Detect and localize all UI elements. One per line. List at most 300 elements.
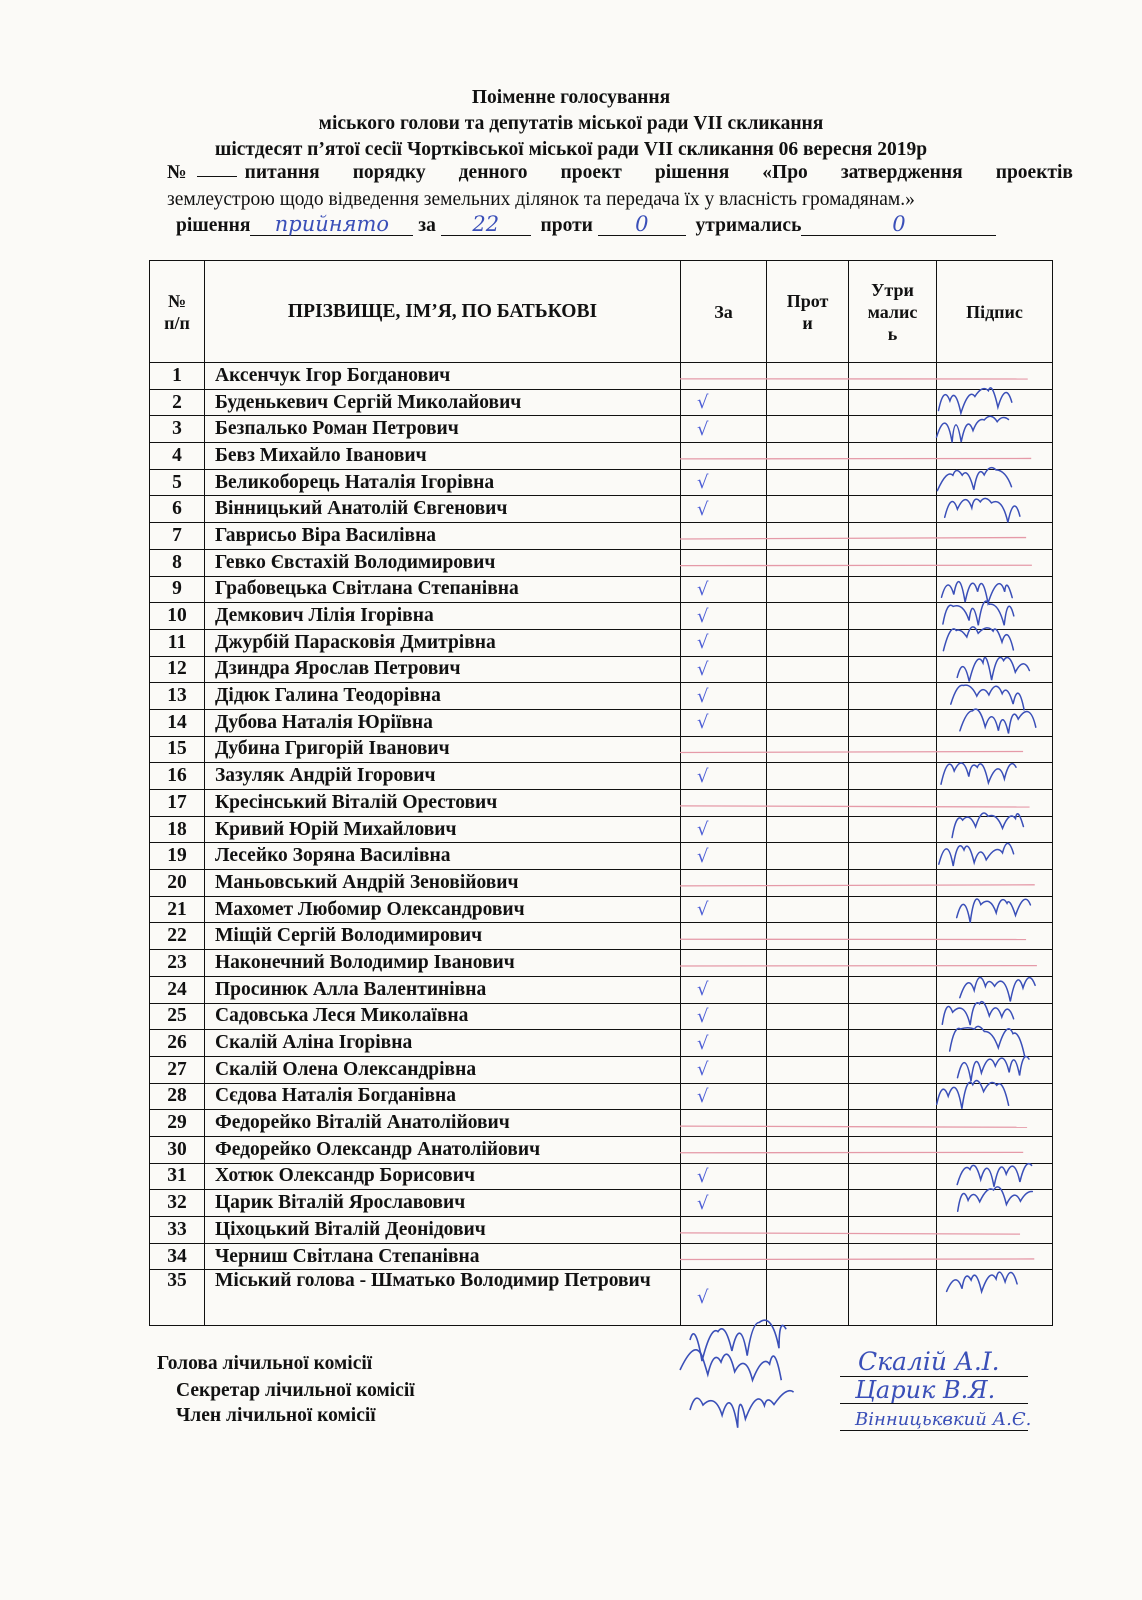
row-number: 31: [150, 1163, 205, 1190]
deputy-name: Великоборець Наталія Ігорівна: [205, 469, 681, 496]
row-number: 35: [150, 1270, 205, 1326]
against-count-handwritten: 0: [598, 213, 686, 236]
signature-cell: [937, 950, 1053, 977]
check-mark-icon: √: [697, 418, 709, 440]
vote-for-cell: [681, 629, 767, 656]
vote-for-cell: [681, 1003, 767, 1030]
col-header-abstain: Утри малис ь: [849, 261, 937, 363]
vote-abstain-cell: [849, 1056, 937, 1083]
table-row: [150, 1083, 1053, 1110]
vote-for-cell: [681, 870, 767, 897]
table-row: [150, 950, 1053, 977]
row-number: 14: [150, 709, 205, 736]
vote-for-cell: [681, 843, 767, 870]
vote-for-cell: [681, 603, 767, 630]
table-row: [150, 1136, 1053, 1163]
vote-for-cell: [681, 1030, 767, 1057]
vote-for-cell: [681, 1083, 767, 1110]
vote-abstain-cell: [849, 1217, 937, 1244]
decision-result-handwritten: прийнято: [250, 213, 413, 236]
signature-cell: [937, 1190, 1053, 1217]
vote-against-cell: [767, 950, 849, 977]
vote-against-cell: [767, 790, 849, 817]
vote-abstain-cell: [849, 1270, 937, 1326]
vote-against-cell: [767, 976, 849, 1003]
vote-abstain-cell: [849, 896, 937, 923]
vote-against-cell: [767, 1190, 849, 1217]
vote-against-cell: [767, 549, 849, 576]
row-number: 22: [150, 923, 205, 950]
vote-abstain-cell: [849, 603, 937, 630]
check-mark-icon: √: [697, 845, 709, 867]
deputy-name: Скалій Аліна Ігорівна: [205, 1030, 681, 1057]
vote-abstain-cell: [849, 496, 937, 523]
deputy-name: Черниш Світлана Степанівна: [205, 1243, 681, 1270]
deputy-name: Гевко Євстахій Володимирович: [205, 549, 681, 576]
vote-abstain-cell: [849, 683, 937, 710]
table-row: [150, 363, 1053, 390]
question-word: рішення: [654, 162, 730, 183]
vote-against-cell: [767, 576, 849, 603]
check-mark-icon: √: [697, 1287, 709, 1309]
vote-abstain-cell: [849, 816, 937, 843]
vote-against-cell: [767, 1270, 849, 1326]
col-header-against: Прот и: [767, 261, 849, 363]
vote-for-cell: [681, 1243, 767, 1270]
vote-against-cell: [767, 629, 849, 656]
table-row: [150, 790, 1053, 817]
deputy-name: Кривий Юрій Михайлович: [205, 816, 681, 843]
row-number: 5: [150, 469, 205, 496]
vote-against-cell: [767, 363, 849, 390]
row-number: 10: [150, 603, 205, 630]
question-words: [245, 162, 1073, 184]
commission-signature: [680, 1350, 781, 1380]
deputy-name: Дідюк Галина Теодорівна: [205, 683, 681, 710]
signature-cell: [937, 549, 1053, 576]
signature-cell: [937, 576, 1053, 603]
signature-cell: [937, 976, 1053, 1003]
vote-for-cell: [681, 976, 767, 1003]
table-row: [150, 629, 1053, 656]
check-mark-icon: √: [697, 1085, 709, 1107]
vote-abstain-cell: [849, 1030, 937, 1057]
deputy-name: Дубова Наталія Юріївна: [205, 709, 681, 736]
vote-for-cell: [681, 1056, 767, 1083]
table-row: [150, 523, 1053, 550]
vote-against-cell: [767, 736, 849, 763]
signature-cell: [937, 763, 1053, 790]
check-mark-icon: √: [697, 1192, 709, 1214]
vote-against-cell: [767, 763, 849, 790]
signature-cell: [937, 790, 1053, 817]
table-row: [150, 1003, 1053, 1030]
signature-cell: [937, 1083, 1053, 1110]
question-line-2: землеустрою щодо відведення земельних ділянок та передача їх у власність громадянам.»: [167, 189, 915, 210]
deputy-name: Наконечний Володимир Іванович: [205, 950, 681, 977]
vote-for-cell: [681, 549, 767, 576]
table-row: [150, 976, 1053, 1003]
vote-for-cell: [681, 496, 767, 523]
table-row: [150, 736, 1053, 763]
table-row: [150, 603, 1053, 630]
deputy-name: Гаврисьо Віра Василівна: [205, 523, 681, 550]
table-row: [150, 416, 1053, 443]
row-number: 29: [150, 1110, 205, 1137]
deputy-name: Міський голова - Шматько Володимир Петрович: [205, 1270, 681, 1326]
member-label: Член лічильної комісії: [176, 1405, 376, 1426]
col-header-signature: Підпис: [937, 261, 1053, 363]
check-mark-icon: √: [697, 765, 709, 787]
row-number: 17: [150, 790, 205, 817]
chair-label: Голова лічильної комісії: [157, 1353, 373, 1374]
vote-against-cell: [767, 896, 849, 923]
table-row: [150, 896, 1053, 923]
vote-against-cell: [767, 443, 849, 470]
row-number: 20: [150, 870, 205, 897]
signature-cell: [937, 1270, 1053, 1326]
row-number: 21: [150, 896, 205, 923]
deputy-name: Лесейко Зоряна Василівна: [205, 843, 681, 870]
vote-abstain-cell: [849, 443, 937, 470]
deputy-name: Аксенчук Ігор Богданович: [205, 363, 681, 390]
signature-cell: [937, 1056, 1053, 1083]
vote-abstain-cell: [849, 523, 937, 550]
vote-abstain-cell: [849, 576, 937, 603]
check-mark-icon: √: [697, 685, 709, 707]
check-mark-icon: √: [697, 605, 709, 627]
signature-cell: [937, 843, 1053, 870]
vote-against-cell: [767, 1243, 849, 1270]
vote-against-cell: [767, 709, 849, 736]
row-number: 1: [150, 363, 205, 390]
signature-cell: [937, 603, 1053, 630]
row-number: 25: [150, 1003, 205, 1030]
deputy-name: Буденькевич Сергій Миколайович: [205, 389, 681, 416]
signature-cell: [937, 1003, 1053, 1030]
vote-abstain-cell: [849, 1110, 937, 1137]
vote-abstain-cell: [849, 1083, 937, 1110]
vote-for-cell: [681, 1217, 767, 1244]
document-subtitle: міського голови та депутатів міської ради VII скликання: [318, 113, 824, 134]
row-number: 23: [150, 950, 205, 977]
check-mark-icon: √: [697, 979, 709, 1001]
table-row: [150, 870, 1053, 897]
deputy-name: Скалій Олена Олександрівна: [205, 1056, 681, 1083]
signature-cell: [937, 870, 1053, 897]
vote-against-cell: [767, 496, 849, 523]
signature-cell: [937, 923, 1053, 950]
row-number: 33: [150, 1217, 205, 1244]
deputy-name: Безпалько Роман Петрович: [205, 416, 681, 443]
vote-abstain-cell: [849, 950, 937, 977]
vote-for-cell: [681, 709, 767, 736]
deputy-name: Садовська Леся Миколаївна: [205, 1003, 681, 1030]
row-number: 11: [150, 629, 205, 656]
vote-against-cell: [767, 1083, 849, 1110]
row-number: 34: [150, 1243, 205, 1270]
vote-for-cell: [681, 816, 767, 843]
check-mark-icon: √: [697, 1165, 709, 1187]
check-mark-icon: √: [697, 498, 709, 520]
deputy-name: Міщій Сергій Володимирович: [205, 923, 681, 950]
row-number: 13: [150, 683, 205, 710]
check-mark-icon: √: [697, 899, 709, 921]
check-mark-icon: √: [697, 1032, 709, 1054]
deputy-name: Просинюк Алла Валентинівна: [205, 976, 681, 1003]
vote-for-cell: [681, 523, 767, 550]
vote-abstain-cell: [849, 870, 937, 897]
table-row: [150, 763, 1053, 790]
vote-for-cell: [681, 416, 767, 443]
row-number: 30: [150, 1136, 205, 1163]
question-line: [167, 162, 1073, 184]
check-mark-icon: √: [697, 1005, 709, 1027]
check-mark-icon: √: [697, 392, 709, 414]
table-row: [150, 656, 1053, 683]
vote-abstain-cell: [849, 709, 937, 736]
vote-abstain-cell: [849, 1190, 937, 1217]
session-line: шістдесят п’ятої сесії Чортківської міської ради VII скликання 06 вересня 2019р: [214, 139, 928, 160]
vote-for-cell: [681, 950, 767, 977]
vote-against-cell: [767, 1217, 849, 1244]
vote-abstain-cell: [849, 790, 937, 817]
decision-line: [176, 213, 996, 237]
signature-cell: [937, 736, 1053, 763]
question-word: питання: [244, 162, 320, 183]
signature-cell: [937, 896, 1053, 923]
vote-abstain-cell: [849, 363, 937, 390]
vote-for-cell: [681, 363, 767, 390]
vote-against-cell: [767, 656, 849, 683]
row-number: 7: [150, 523, 205, 550]
document-title: Поіменне голосування: [471, 87, 671, 108]
vote-for-cell: [681, 389, 767, 416]
signature-cell: [937, 1163, 1053, 1190]
vote-abstain-cell: [849, 1136, 937, 1163]
row-number: 9: [150, 576, 205, 603]
table-row: [150, 1056, 1053, 1083]
table-row: [150, 1243, 1053, 1270]
vote-against-cell: [767, 870, 849, 897]
deputy-name: Кресінський Віталій Орестович: [205, 790, 681, 817]
signature-cell: [937, 1217, 1053, 1244]
check-mark-icon: √: [697, 712, 709, 734]
row-number: 16: [150, 763, 205, 790]
signature-cell: [937, 683, 1053, 710]
row-number: 8: [150, 549, 205, 576]
vote-for-cell: [681, 1270, 767, 1326]
question-word: «Про: [762, 162, 808, 183]
deputy-name: Дубина Григорій Іванович: [205, 736, 681, 763]
vote-against-cell: [767, 523, 849, 550]
secretary-label: Секретар лічильної комісії: [176, 1380, 415, 1401]
table-row: [150, 1163, 1053, 1190]
vote-abstain-cell: [849, 389, 937, 416]
check-mark-icon: √: [697, 658, 709, 680]
vote-abstain-cell: [849, 629, 937, 656]
deputy-name: Сєдова Наталія Богданівна: [205, 1083, 681, 1110]
table-row: [150, 1270, 1053, 1326]
deputy-name: Федорейко Віталій Анатолійович: [205, 1110, 681, 1137]
row-number: 15: [150, 736, 205, 763]
vote-for-cell: [681, 896, 767, 923]
row-number: 12: [150, 656, 205, 683]
vote-against-cell: [767, 816, 849, 843]
for-label: за: [418, 215, 436, 236]
vote-against-cell: [767, 843, 849, 870]
table-row: [150, 1110, 1053, 1137]
signature-cell: [937, 816, 1053, 843]
row-number: 19: [150, 843, 205, 870]
table-row: [150, 683, 1053, 710]
signature-cell: [937, 469, 1053, 496]
deputy-name: Вінницький Анатолій Євгенович: [205, 496, 681, 523]
table-row: [150, 443, 1053, 470]
question-word: проектів: [995, 162, 1073, 183]
vote-against-cell: [767, 1056, 849, 1083]
row-number: 27: [150, 1056, 205, 1083]
table-row: [150, 389, 1053, 416]
row-number: 3: [150, 416, 205, 443]
deputy-name: Дзиндра Ярослав Петрович: [205, 656, 681, 683]
deputy-name: Царик Віталій Ярославович: [205, 1190, 681, 1217]
row-number: 4: [150, 443, 205, 470]
signature-cell: [937, 363, 1053, 390]
table-row: [150, 843, 1053, 870]
decision-label: рішення: [176, 215, 251, 236]
deputy-name: Ціхоцький Віталій Деонідович: [205, 1217, 681, 1244]
vote-against-cell: [767, 1003, 849, 1030]
number-sign: №: [167, 162, 187, 183]
vote-abstain-cell: [849, 1243, 937, 1270]
vote-abstain-cell: [849, 549, 937, 576]
vote-abstain-cell: [849, 1163, 937, 1190]
vote-for-cell: [681, 790, 767, 817]
col-header-name: ПРІЗВИЩЕ, ІМ’Я, ПО БАТЬКОВІ: [205, 261, 681, 363]
question-word: проект: [560, 162, 622, 183]
deputy-name: Бевз Михайло Іванович: [205, 443, 681, 470]
check-mark-icon: √: [697, 472, 709, 494]
signature-cell: [937, 1030, 1053, 1057]
vote-against-cell: [767, 389, 849, 416]
vote-against-cell: [767, 1163, 849, 1190]
for-count-handwritten: 22: [441, 213, 531, 236]
deputy-name: Хотюк Олександр Борисович: [205, 1163, 681, 1190]
vote-table: [149, 260, 1053, 1326]
table-row: [150, 469, 1053, 496]
question-word: денного: [458, 162, 528, 183]
table-row: [150, 1030, 1053, 1057]
vote-abstain-cell: [849, 469, 937, 496]
deputy-name: Зазуляк Андрій Ігорович: [205, 763, 681, 790]
signature-cell: [937, 389, 1053, 416]
table-row: [150, 1190, 1053, 1217]
signature-cell: [937, 496, 1053, 523]
row-number: 26: [150, 1030, 205, 1057]
check-mark-icon: √: [697, 578, 709, 600]
signature-cell: [937, 709, 1053, 736]
signature-cell: [937, 1110, 1053, 1137]
table-row: [150, 923, 1053, 950]
signature-cell: [937, 523, 1053, 550]
table-header-row: [150, 261, 1053, 363]
commission-signature: [690, 1391, 794, 1428]
vote-abstain-cell: [849, 923, 937, 950]
vote-against-cell: [767, 683, 849, 710]
deputy-name: Джурбій Парасковія Дмитрівна: [205, 629, 681, 656]
table-row: [150, 709, 1053, 736]
deputy-name: Махомет Любомир Олександрович: [205, 896, 681, 923]
col-header-for: За: [681, 261, 767, 363]
signature-cell: [937, 629, 1053, 656]
member-name-line: [840, 1430, 1028, 1431]
vote-for-cell: [681, 1136, 767, 1163]
vote-abstain-cell: [849, 1003, 937, 1030]
question-number-blank: [197, 162, 237, 177]
question-word: порядку: [352, 162, 426, 183]
vote-for-cell: [681, 736, 767, 763]
table-row: [150, 496, 1053, 523]
vote-against-cell: [767, 1136, 849, 1163]
table-row: [150, 816, 1053, 843]
vote-against-cell: [767, 603, 849, 630]
signature-cell: [937, 656, 1053, 683]
vote-abstain-cell: [849, 763, 937, 790]
vote-abstain-cell: [849, 416, 937, 443]
deputy-name: Федорейко Олександр Анатолійович: [205, 1136, 681, 1163]
deputy-name: Маньовський Андрій Зеновійович: [205, 870, 681, 897]
vote-for-cell: [681, 763, 767, 790]
vote-for-cell: [681, 1190, 767, 1217]
row-number: 32: [150, 1190, 205, 1217]
vote-for-cell: [681, 923, 767, 950]
table-row: [150, 549, 1053, 576]
deputy-name: Демкович Лілія Ігорівна: [205, 603, 681, 630]
table-row: [150, 1217, 1053, 1244]
vote-against-cell: [767, 1030, 849, 1057]
table-row: [150, 576, 1053, 603]
vote-abstain-cell: [849, 843, 937, 870]
row-number: 18: [150, 816, 205, 843]
signature-cell: [937, 416, 1053, 443]
abstain-count-handwritten: 0: [801, 213, 996, 236]
vote-for-cell: [681, 683, 767, 710]
abstain-label: утримались: [695, 215, 802, 236]
signature-cell: [937, 443, 1053, 470]
check-mark-icon: √: [697, 1059, 709, 1081]
vote-abstain-cell: [849, 976, 937, 1003]
vote-for-cell: [681, 443, 767, 470]
check-mark-icon: √: [697, 632, 709, 654]
chair-name-handwritten: Скалій А.І.: [858, 1347, 1000, 1376]
row-number: 24: [150, 976, 205, 1003]
signature-cell: [937, 1136, 1053, 1163]
vote-for-cell: [681, 656, 767, 683]
vote-abstain-cell: [849, 736, 937, 763]
row-number: 28: [150, 1083, 205, 1110]
against-label: проти: [540, 215, 593, 236]
secretary-name-handwritten: Царик В.Я.: [855, 1376, 996, 1404]
vote-against-cell: [767, 469, 849, 496]
vote-for-cell: [681, 469, 767, 496]
vote-for-cell: [681, 576, 767, 603]
col-header-number: № п/п: [150, 261, 205, 363]
vote-against-cell: [767, 1110, 849, 1137]
row-number: 2: [150, 389, 205, 416]
deputy-name: Грабовецька Світлана Степанівна: [205, 576, 681, 603]
vote-for-cell: [681, 1163, 767, 1190]
